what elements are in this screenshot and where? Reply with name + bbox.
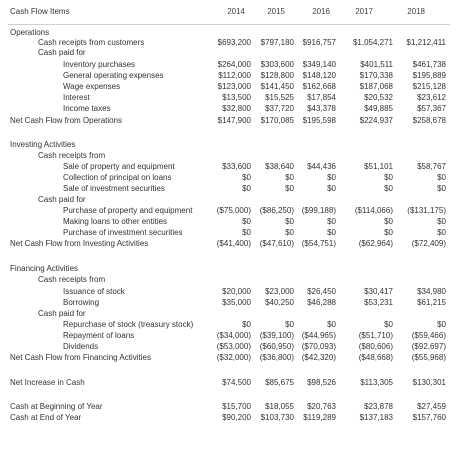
value-cell: ($32,000) — [216, 353, 251, 362]
year-header: 2015 — [267, 7, 285, 16]
item-label: Sale of property and equipment — [63, 162, 175, 171]
value-cell: $0 — [285, 228, 294, 237]
value-cell: $195,889 — [412, 71, 446, 80]
value-cell: $0 — [285, 184, 294, 193]
table-row — [0, 228, 458, 238]
item-label: Wage expenses — [63, 82, 121, 91]
value-cell: $37,720 — [265, 104, 294, 113]
value-cell: $32,800 — [222, 104, 251, 113]
value-cell: $148,120 — [302, 71, 336, 80]
value-cell: ($41,400) — [216, 239, 251, 248]
value-cell: $0 — [384, 320, 393, 329]
item-label: Repayment of loans — [63, 331, 135, 340]
header-row — [0, 7, 458, 17]
value-cell: $43,378 — [307, 104, 336, 113]
value-cell: $916,757 — [302, 38, 336, 47]
year-header: 2014 — [227, 7, 245, 16]
value-cell: $38,640 — [265, 162, 294, 171]
value-cell: $49,885 — [364, 104, 393, 113]
item-label: Dividends — [63, 342, 99, 351]
value-cell: $0 — [384, 173, 393, 182]
table-row — [0, 116, 458, 126]
value-cell: $61,215 — [417, 298, 446, 307]
table-row — [0, 206, 458, 216]
item-label: General operating expenses — [63, 71, 164, 80]
table-row — [0, 320, 458, 330]
group-label: Cash paid for — [38, 309, 86, 318]
value-cell: $0 — [437, 228, 446, 237]
value-cell: ($131,175) — [407, 206, 446, 215]
value-cell: $40,250 — [265, 298, 294, 307]
value-cell: $57,367 — [417, 104, 446, 113]
value-cell: $797,180 — [260, 38, 294, 47]
value-cell: ($44,965) — [301, 331, 336, 340]
value-cell: ($36,800) — [259, 353, 294, 362]
table-row — [0, 402, 458, 412]
value-cell: ($42,320) — [301, 353, 336, 362]
section-label: Operations — [10, 28, 50, 37]
value-cell: ($47,610) — [259, 239, 294, 248]
value-cell: $44,436 — [307, 162, 336, 171]
section-label: Cash at Beginning of Year — [10, 402, 103, 411]
value-cell: ($75,000) — [216, 206, 251, 215]
value-cell: $162,668 — [302, 82, 336, 91]
value-cell: ($72,409) — [411, 239, 446, 248]
value-cell: $0 — [242, 320, 251, 329]
value-cell: $33,600 — [222, 162, 251, 171]
section-label: Net Increase in Cash — [10, 378, 85, 387]
value-cell: $0 — [285, 320, 294, 329]
table-row — [0, 60, 458, 70]
year-header: 2018 — [407, 7, 425, 16]
value-cell: $170,085 — [260, 116, 294, 125]
value-cell: $23,612 — [417, 93, 446, 102]
value-cell: ($39,100) — [259, 331, 294, 340]
value-cell: ($55,968) — [411, 353, 446, 362]
group-label: Cash receipts from — [38, 275, 106, 284]
value-cell: $85,675 — [265, 378, 294, 387]
value-cell: $35,000 — [222, 298, 251, 307]
value-cell: $13,500 — [222, 93, 251, 102]
section-label: Net Cash Flow from Operations — [10, 116, 123, 125]
value-cell: ($114,066) — [354, 206, 393, 215]
value-cell: ($70,093) — [301, 342, 336, 351]
table-row — [0, 48, 458, 58]
value-cell: $0 — [242, 173, 251, 182]
value-cell: ($60,950) — [259, 342, 294, 351]
table-row — [0, 162, 458, 172]
value-cell: ($48,668) — [358, 353, 393, 362]
table-row — [0, 331, 458, 341]
table-row — [0, 82, 458, 92]
year-header: 2017 — [355, 7, 373, 16]
value-cell: $27,459 — [417, 402, 446, 411]
table-row — [0, 413, 458, 423]
item-label: Purchase of investment securities — [63, 228, 183, 237]
value-cell: $0 — [242, 228, 251, 237]
table-row — [0, 264, 458, 274]
item-label: Issuance of stock — [63, 287, 125, 296]
item-label: Making loans to other entities — [63, 217, 168, 226]
value-cell: $264,000 — [217, 60, 251, 69]
value-cell: $0 — [384, 184, 393, 193]
header-divider — [8, 24, 450, 25]
value-cell: $112,000 — [218, 71, 251, 80]
value-cell: $20,763 — [307, 402, 336, 411]
value-cell: $401,511 — [360, 60, 393, 69]
value-cell: ($99,188) — [301, 206, 336, 215]
value-cell: ($92,697) — [411, 342, 446, 351]
value-cell: $187,068 — [359, 82, 393, 91]
value-cell: $98,526 — [307, 378, 336, 387]
value-cell: $0 — [437, 320, 446, 329]
value-cell: $20,000 — [222, 287, 251, 296]
group-label: Cash paid for — [38, 48, 86, 57]
table-row — [0, 353, 458, 363]
value-cell: ($59,466) — [411, 331, 446, 340]
table-row — [0, 93, 458, 103]
value-cell: $141,450 — [260, 82, 294, 91]
value-cell: $461,738 — [412, 60, 446, 69]
value-cell: ($34,000) — [216, 331, 251, 340]
section-label: Net Cash Flow from Financing Activities — [10, 353, 151, 362]
value-cell: $0 — [327, 184, 336, 193]
table-row — [0, 140, 458, 150]
value-cell: $90,200 — [222, 413, 251, 422]
group-label: Cash receipts from — [38, 151, 106, 160]
item-label: Interest — [63, 93, 90, 102]
value-cell: $693,200 — [217, 38, 251, 47]
value-cell: $0 — [327, 173, 336, 182]
value-cell: $157,760 — [412, 413, 446, 422]
value-cell: $15,700 — [222, 402, 251, 411]
value-cell: $119,289 — [303, 413, 336, 422]
section-label: Investing Activities — [10, 140, 76, 149]
value-cell: $26,450 — [307, 287, 336, 296]
value-cell: $215,128 — [412, 82, 446, 91]
table-row — [0, 71, 458, 81]
value-cell: ($86,250) — [259, 206, 294, 215]
value-cell: $1,212,411 — [406, 38, 446, 47]
value-cell: $0 — [384, 228, 393, 237]
value-cell: $0 — [327, 217, 336, 226]
value-cell: ($80,606) — [358, 342, 393, 351]
value-cell: $18,055 — [265, 402, 294, 411]
section-label: Financing Activities — [10, 264, 79, 273]
value-cell: $46,288 — [307, 298, 336, 307]
value-cell: $0 — [242, 184, 251, 193]
table-row — [0, 151, 458, 161]
table-row — [0, 28, 458, 38]
item-label: Repurchase of stock (treasury stock) — [63, 320, 194, 329]
value-cell: $0 — [327, 320, 336, 329]
section-label: Net Cash Flow from Investing Activities — [10, 239, 149, 248]
value-cell: $303,600 — [260, 60, 294, 69]
table-row — [0, 309, 458, 319]
value-cell: $23,000 — [265, 287, 294, 296]
value-cell: $113,305 — [360, 378, 393, 387]
value-cell: $23,878 — [364, 402, 393, 411]
group-label: Cash paid for — [38, 195, 86, 204]
value-cell: $0 — [285, 217, 294, 226]
item-label: Collection of principal on loans — [63, 173, 172, 182]
section-label: Cash at End of Year — [10, 413, 82, 422]
value-cell: $1,054,271 — [352, 38, 393, 47]
value-cell: ($62,964) — [358, 239, 393, 248]
value-cell: $17,854 — [307, 93, 336, 102]
value-cell: $170,338 — [359, 71, 393, 80]
year-header: 2016 — [312, 7, 330, 16]
table-row — [0, 38, 458, 48]
value-cell: $0 — [437, 173, 446, 182]
value-cell: $0 — [285, 173, 294, 182]
value-cell: $0 — [437, 217, 446, 226]
value-cell: $137,183 — [359, 413, 393, 422]
value-cell: $0 — [384, 217, 393, 226]
value-cell: $74,500 — [222, 378, 251, 387]
item-label: Borrowing — [63, 298, 100, 307]
item-label: Income taxes — [63, 104, 111, 113]
group-label: Cash receipts from customers — [38, 38, 145, 47]
value-cell: $147,900 — [217, 116, 251, 125]
item-label: Purchase of property and equipment — [63, 206, 193, 215]
value-cell: $51,101 — [364, 162, 393, 171]
value-cell: $15,525 — [265, 93, 294, 102]
value-cell: $30,417 — [364, 287, 393, 296]
value-cell: $128,800 — [260, 71, 294, 80]
value-cell: ($51,710) — [358, 331, 393, 340]
value-cell: ($54,751) — [301, 239, 336, 248]
table-row — [0, 342, 458, 352]
value-cell: $0 — [242, 217, 251, 226]
value-cell: $349,140 — [302, 60, 336, 69]
table-row — [0, 104, 458, 114]
value-cell: $123,000 — [217, 82, 251, 91]
value-cell: ($53,000) — [216, 342, 251, 351]
value-cell: $130,301 — [412, 378, 446, 387]
value-cell: $34,980 — [417, 287, 446, 296]
item-label: Inventory purchases — [63, 60, 136, 69]
table-row — [0, 217, 458, 227]
value-cell: $195,598 — [302, 116, 336, 125]
value-cell: $58,767 — [417, 162, 446, 171]
value-cell: $258,678 — [412, 116, 446, 125]
table-row — [0, 184, 458, 194]
table-row — [0, 275, 458, 285]
value-cell: $0 — [327, 228, 336, 237]
header-title: Cash Flow Items — [10, 7, 70, 16]
value-cell: $0 — [437, 184, 446, 193]
table-row — [0, 173, 458, 183]
value-cell: $53,231 — [364, 298, 393, 307]
value-cell: $224,937 — [359, 116, 393, 125]
item-label: Sale of investment securities — [63, 184, 165, 193]
table-row — [0, 298, 458, 308]
table-row — [0, 239, 458, 249]
table-row — [0, 195, 458, 205]
table-row — [0, 287, 458, 297]
value-cell: $20,532 — [364, 93, 393, 102]
table-row — [0, 378, 458, 388]
value-cell: $103,730 — [260, 413, 294, 422]
